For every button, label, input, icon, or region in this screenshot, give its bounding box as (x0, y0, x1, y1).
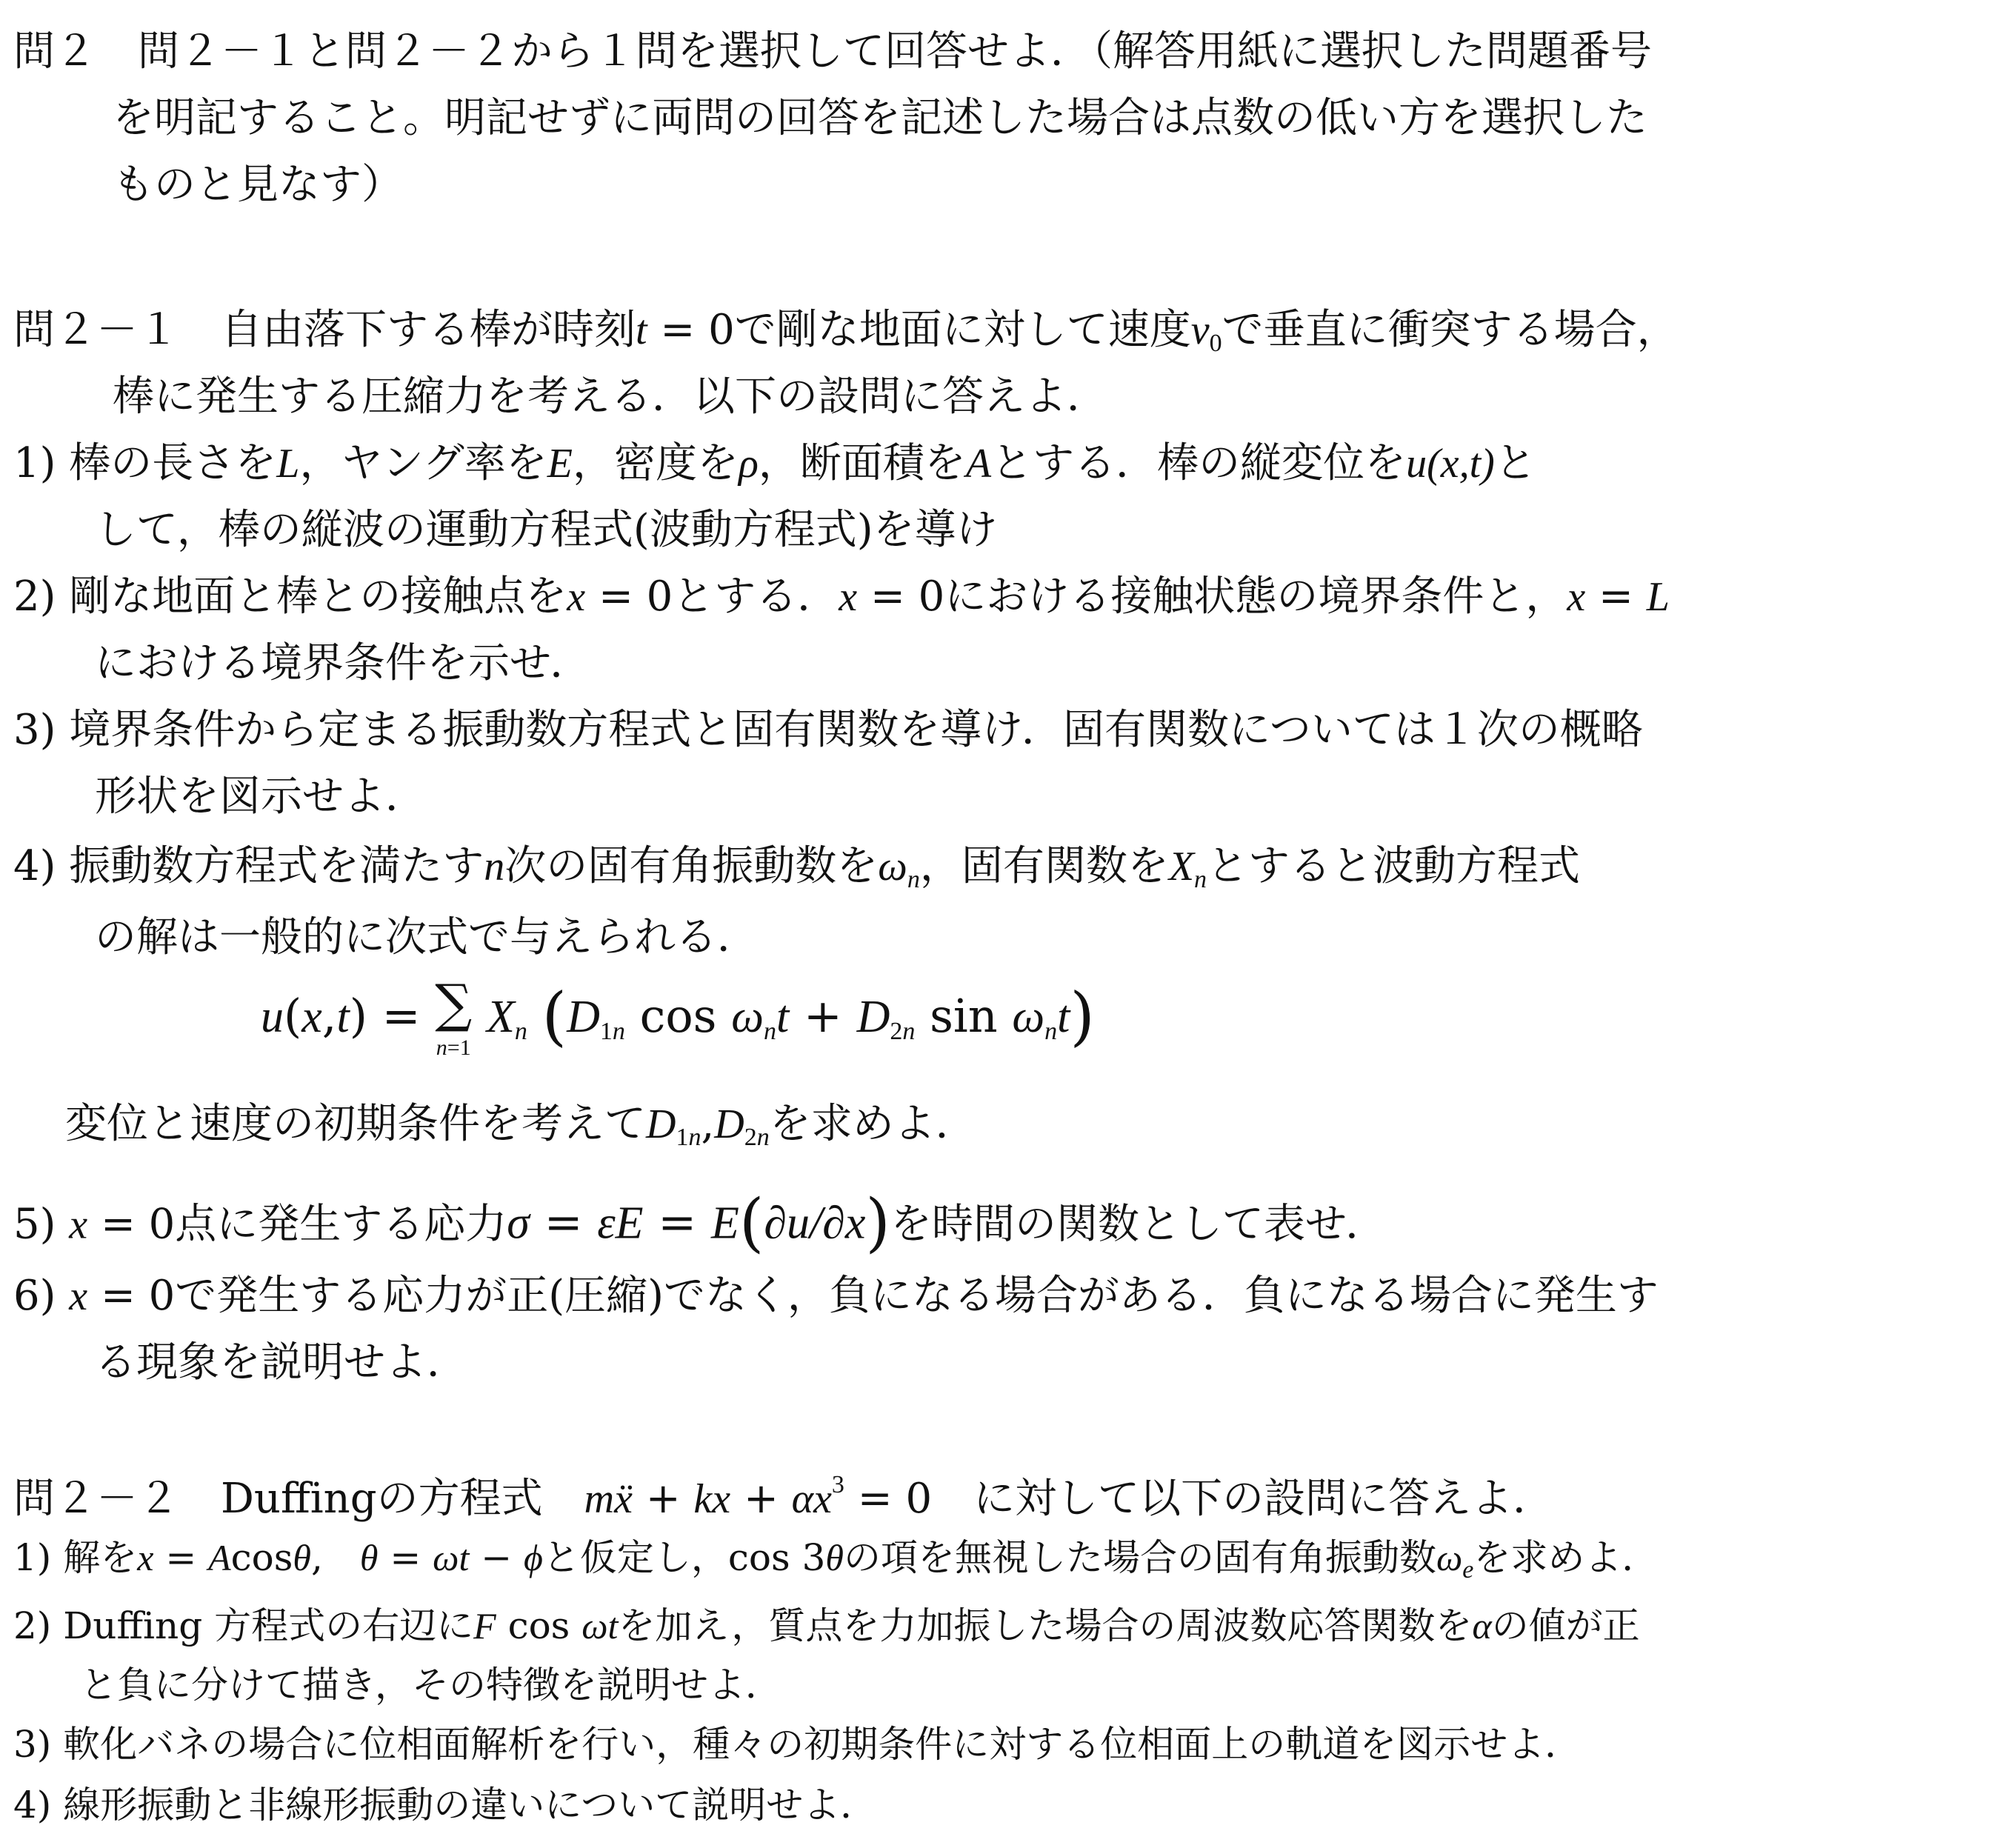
q21-sub6-line-2: る現象を説明せよ． (95, 1338, 468, 1387)
q21-sub1-line-1 (13, 439, 1536, 487)
header-line-1: 問２ 問２－１と問２－２から１問を選択して回答せよ．（解答用紙に選択した問題番号 (13, 27, 1652, 76)
q21-intro-b: で剛な地面に対して速度 (734, 306, 1191, 354)
q21-sub2-b: とする． (673, 573, 839, 621)
q22-sub3-line: 3) 軟化バネの場合に位相面解析を行い，種々の初期条件に対する位相面上の軌道を図示せよ． (13, 1723, 1582, 1766)
q21-sub2-line-1: 2) 剛な地面と棒との接触点をx = 0とする．x = 0における接触状態の境界条件と，x = L (13, 573, 1670, 621)
math-v0: $v_0$ (1190, 307, 1222, 358)
q21-sub1-a: 1) 棒の長さを (13, 439, 277, 487)
q22-sub2-line-1: 2) Duffing 方程式の右辺にF cos ωtを加え，質点を力加振した場合の周波数応答関数をαの値が正 (13, 1604, 1640, 1647)
header-line-3: ものと見なす） (113, 161, 403, 209)
q22-intro-line: 問２－２ Duffingの方程式 mẍ + kx + $\alpha x^3 = 0$ に対して以下の設問に答えよ． (13, 1471, 1555, 1524)
q21-sub4-a: 4) 振動数方程式を満たす (13, 842, 484, 890)
q22-sub2-b: を加え，質点を力加振した場合の周波数応答関数を (618, 1604, 1473, 1647)
math-L: L (276, 441, 300, 487)
q21-intro-a: 問２－１ 自由落下する棒が時刻 (13, 306, 636, 354)
q22-intro-b: に対して以下の設問に答えよ． (973, 1475, 1555, 1524)
q21-sub5-b: 点に発生する応力 (175, 1200, 507, 1249)
q22-sub1-d: を求めよ． (1473, 1536, 1659, 1579)
q22-sub2-line-2: と負に分けて描き，その特徴を説明せよ． (80, 1664, 782, 1707)
q21-sub4-d: とすると波動方程式 (1207, 842, 1581, 890)
q21-sub1-e: とする．棒の縦変位を (991, 439, 1407, 487)
q21-sub4-after-a: 変位と速度の初期条件を考えて (65, 1100, 646, 1148)
math-t-equals-0: t (636, 307, 647, 353)
math-A: A (965, 441, 992, 487)
q21-sub1-c: ，密度を (572, 439, 739, 487)
q22-sub2-a: 2) Duffing 方程式の右辺に (13, 1604, 474, 1647)
q21-sub1-line-2: して，棒の縦波の運動方程式(波動方程式)を導け (95, 506, 998, 554)
q21-sub6-line-1: 6) x = 0で発生する応力が正(圧縮)でなく，負になる場合がある．負になる場合に発生す (13, 1272, 1659, 1320)
q21-sub4-line-2: の解は一般的に次式で与えられる． (95, 913, 759, 961)
q21-sub2-c: における接触状態の境界条件と， (944, 573, 1567, 621)
q22-sub1-b: と仮定し， (542, 1536, 728, 1579)
q22-sub1-line: 1) 解をx = Acosθ, θ = ωt − ϕと仮定し，cos 3θの項を無視した場合の固有角振動数$\omega_e$を求めよ． (13, 1536, 1659, 1584)
q21-intro-c: で垂直に衝突する場合， (1222, 306, 1679, 354)
q21-intro-line-2: 棒に発生する圧縮力を考える．以下の設問に答えよ． (113, 373, 1108, 421)
q21-sub2-a: 2) 剛な地面と棒との接触点を (13, 573, 567, 621)
q21-sub6-b: で発生する応力が正(圧縮)でなく，負になる場合がある．負になる場合に発生す (175, 1272, 1659, 1320)
q21-sub1-d: ，断面積を (758, 439, 966, 487)
header-line-2: を明記すること。明記せずに両問の回答を記述した場合は点数の低い方を選択した (113, 94, 1647, 142)
q21-sub5-line: 5) x = 0点に発生する応力σ = εE = E(∂u/∂x)を時間の関数として表せ． (13, 1186, 1387, 1260)
q21-sub2-line-2: における境界条件を示せ． (95, 639, 592, 687)
q22-sub1-a: 1) 解を (13, 1536, 138, 1579)
q21-sub6-a: 6) (13, 1272, 70, 1320)
q21-sub4-b: 次の固有角振動数を (504, 842, 879, 890)
q22-sub2-c: の値が正 (1491, 1604, 1640, 1647)
q21-sub4-after: 変位と速度の初期条件を考えて$D_{1n},D_{2n}$を求めよ． (65, 1100, 977, 1152)
q21-sub4-c: ，固有関数を (919, 842, 1169, 890)
q22-sub4-line: 4) 線形振動と非線形振動の違いについて説明せよ． (13, 1784, 878, 1827)
q21-sub3-line-1: 3) 境界条件から定まる振動数方程式と固有関数を導け．固有関数については１次の概略 (13, 706, 1643, 754)
q21-sub3-line-2: 形状を図示せよ． (95, 773, 427, 821)
math-E: E (547, 441, 573, 487)
math-u-x-t: u(x,t) (1406, 441, 1495, 487)
math-rho: ρ (738, 441, 759, 487)
q22-intro-a: 問２－２ Duffingの方程式 (13, 1475, 543, 1524)
q21-sub1-b: ，ヤング率を (299, 439, 547, 487)
q21-sub4-line-1: 4) 振動数方程式を満たすn次の固有角振動数を$\omega_n$，固有関数を$X_n$とすると波動方程式 (13, 842, 1581, 894)
wave-solution-equation: u(x,t) = ∑ n=1 $X_n$ ($D_{1n}$ $\cos \omega_nt + D_{2n}$ $\sin \omega_nt$) (261, 973, 1095, 1060)
q21-sub5-c: を時間の関数として表せ． (890, 1200, 1387, 1249)
q22-sub1-c: の項を無視した場合の固有角振動数 (843, 1536, 1436, 1579)
q21-sub4-after-b: を求めよ． (769, 1100, 977, 1148)
q21-sub1-f: と (1494, 439, 1536, 487)
q21-intro-line-1: 問２－１ 自由落下する棒が時刻t = 0で剛な地面に対して速度$v_0$で垂直に衝突する場合， (13, 306, 1679, 358)
q21-sub5-a: 5) (13, 1200, 70, 1249)
